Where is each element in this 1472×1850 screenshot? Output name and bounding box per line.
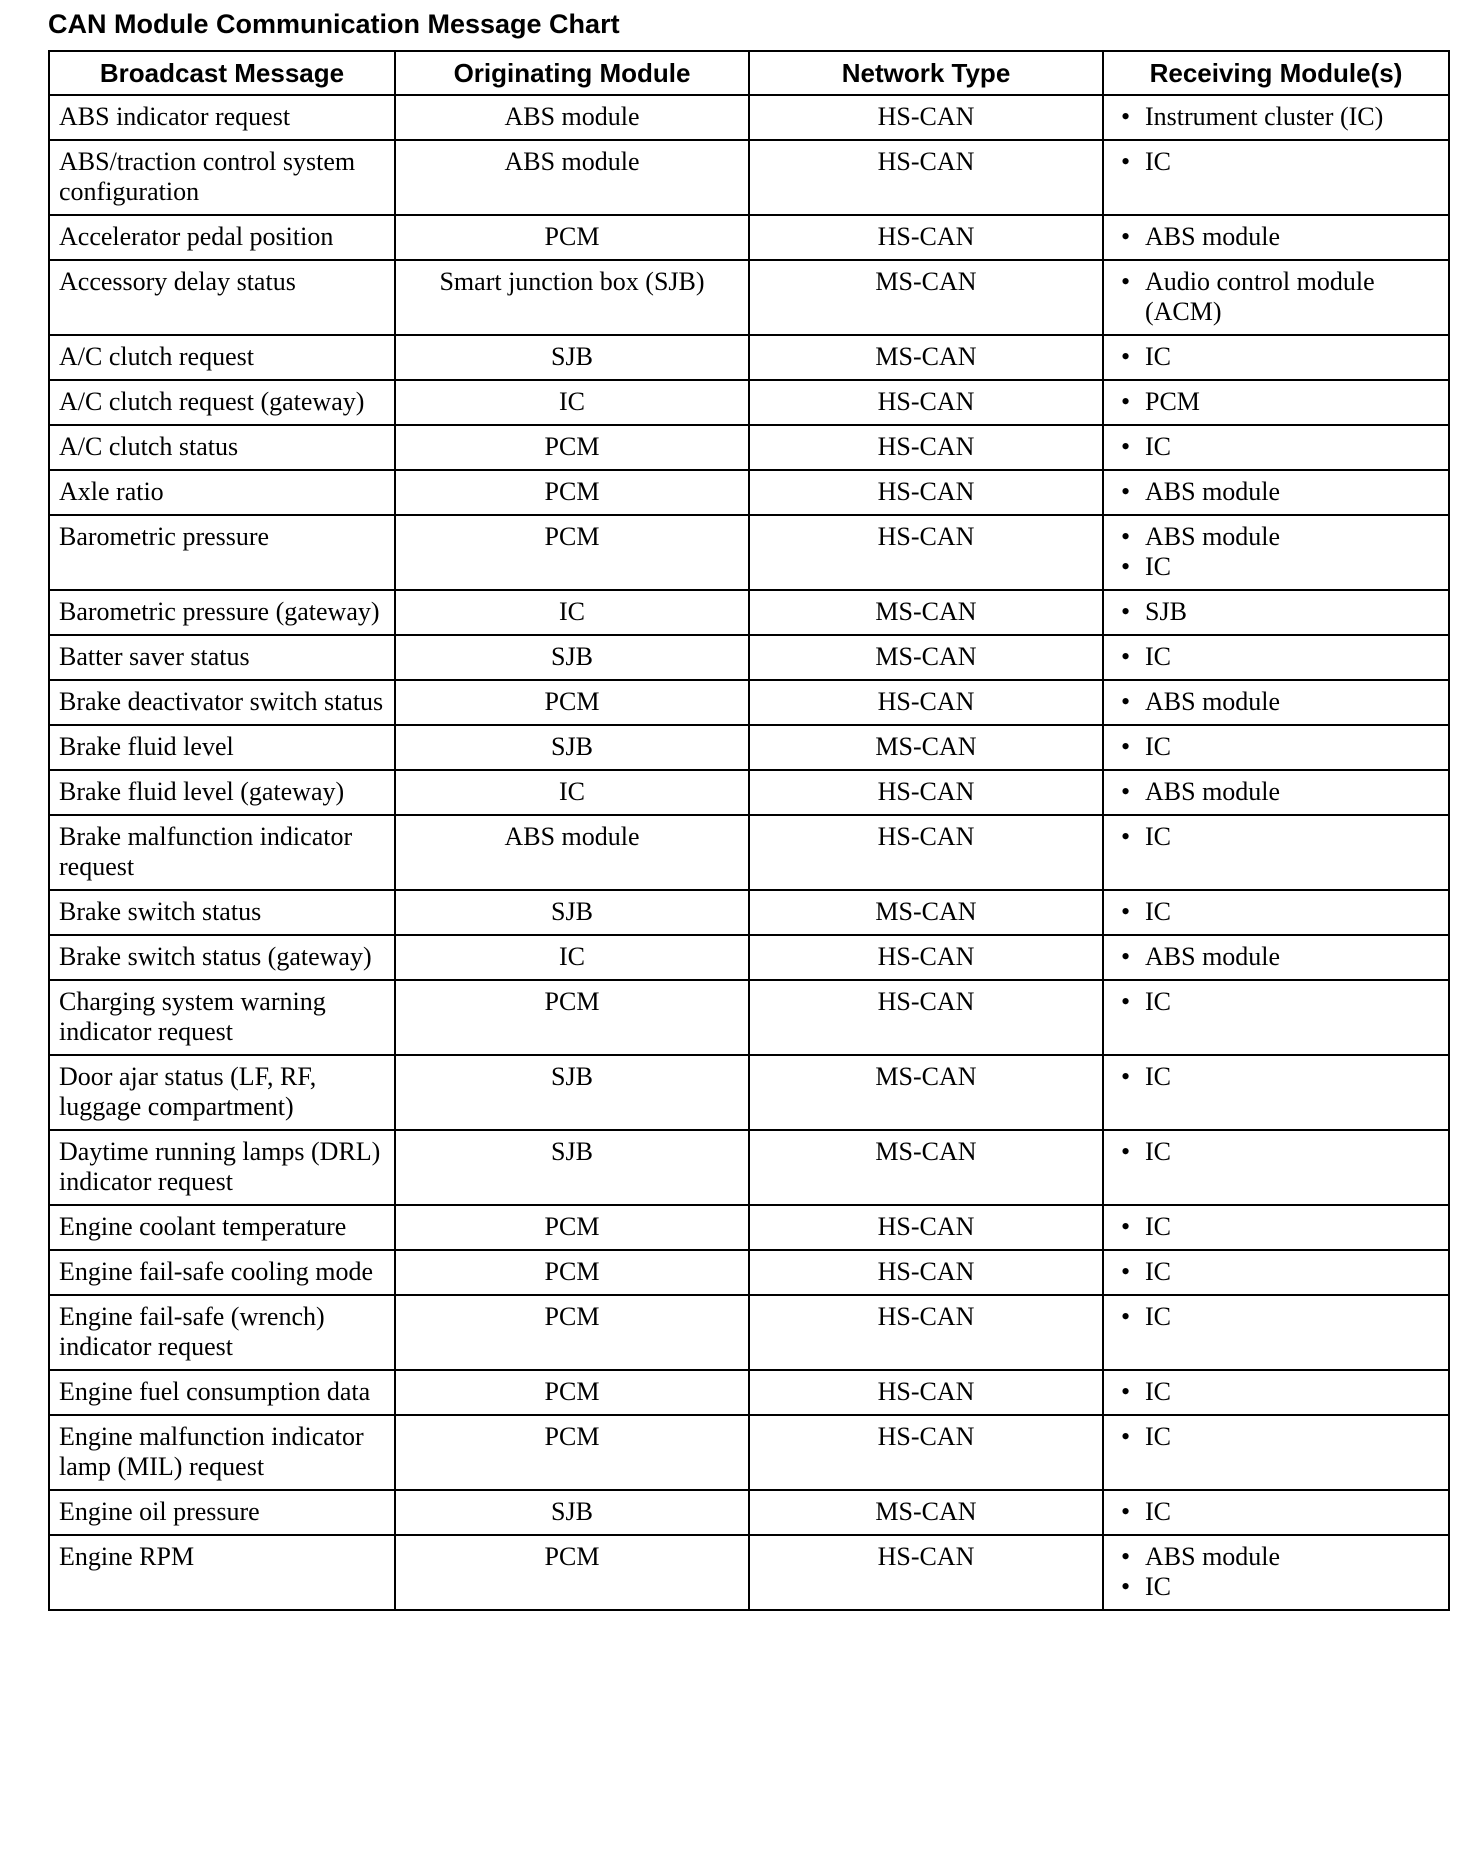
table-row bbox=[49, 425, 1449, 470]
column-header-broadcast-message: Broadcast Message bbox=[49, 51, 395, 95]
bullet-icon: • bbox=[1121, 1137, 1131, 1166]
receiving-modules-cell bbox=[1103, 980, 1449, 1055]
originating-module-cell: ABS module bbox=[395, 140, 749, 215]
broadcast-message-cell: A/C clutch request (gateway) bbox=[49, 380, 395, 425]
network-type-cell: HS-CAN bbox=[749, 770, 1103, 815]
receiving-module-item bbox=[1113, 1377, 1439, 1407]
receiving-modules-list bbox=[1113, 687, 1439, 717]
document-page bbox=[48, 6, 1448, 1611]
receiving-module-label: PCM bbox=[1145, 387, 1200, 416]
bullet-icon: • bbox=[1121, 1377, 1131, 1406]
originating-module-cell: IC bbox=[395, 935, 749, 980]
receiving-module-item bbox=[1113, 777, 1439, 807]
originating-module-cell: PCM bbox=[395, 1535, 749, 1610]
receiving-module-label: ABS module bbox=[1145, 942, 1281, 971]
can-message-table bbox=[48, 50, 1450, 1611]
table-row bbox=[49, 725, 1449, 770]
receiving-modules-list bbox=[1113, 387, 1439, 417]
receiving-modules-cell bbox=[1103, 1205, 1449, 1250]
receiving-modules-list bbox=[1113, 147, 1439, 177]
receiving-module-label: Audio control module (ACM) bbox=[1145, 267, 1375, 326]
receiving-module-item bbox=[1113, 387, 1439, 417]
bullet-icon: • bbox=[1121, 642, 1131, 671]
broadcast-message-cell: Daytime running lamps (DRL) indicator request bbox=[49, 1130, 395, 1205]
table-row bbox=[49, 1535, 1449, 1610]
receiving-module-item bbox=[1113, 1062, 1439, 1092]
receiving-modules-list bbox=[1113, 822, 1439, 852]
broadcast-message-cell: A/C clutch status bbox=[49, 425, 395, 470]
bullet-icon: • bbox=[1121, 897, 1131, 926]
receiving-modules-cell bbox=[1103, 140, 1449, 215]
broadcast-message-cell: Barometric pressure bbox=[49, 515, 395, 590]
receiving-module-label: IC bbox=[1145, 897, 1171, 926]
broadcast-message-cell: Engine malfunction indicator lamp (MIL) request bbox=[49, 1415, 395, 1490]
receiving-modules-cell bbox=[1103, 590, 1449, 635]
receiving-module-label: IC bbox=[1145, 342, 1171, 371]
receiving-modules-cell bbox=[1103, 1535, 1449, 1610]
receiving-module-label: IC bbox=[1145, 1137, 1171, 1166]
receiving-module-item bbox=[1113, 1422, 1439, 1452]
receiving-modules-cell bbox=[1103, 635, 1449, 680]
receiving-module-item bbox=[1113, 522, 1439, 552]
receiving-module-item bbox=[1113, 432, 1439, 462]
receiving-module-item bbox=[1113, 1542, 1439, 1572]
receiving-module-item bbox=[1113, 1212, 1439, 1242]
receiving-module-label: Instrument cluster (IC) bbox=[1145, 102, 1384, 131]
bullet-icon: • bbox=[1121, 477, 1131, 506]
network-type-cell: HS-CAN bbox=[749, 215, 1103, 260]
receiving-modules-cell bbox=[1103, 680, 1449, 725]
bullet-icon: • bbox=[1121, 1062, 1131, 1091]
originating-module-cell: SJB bbox=[395, 335, 749, 380]
receiving-modules-cell bbox=[1103, 260, 1449, 335]
receiving-modules-cell bbox=[1103, 1130, 1449, 1205]
network-type-cell: HS-CAN bbox=[749, 1250, 1103, 1295]
receiving-modules-cell bbox=[1103, 890, 1449, 935]
broadcast-message-cell: Engine RPM bbox=[49, 1535, 395, 1610]
receiving-module-item bbox=[1113, 822, 1439, 852]
receiving-modules-list bbox=[1113, 222, 1439, 252]
broadcast-message-cell: ABS indicator request bbox=[49, 95, 395, 140]
receiving-module-item bbox=[1113, 222, 1439, 252]
receiving-modules-list bbox=[1113, 987, 1439, 1017]
bullet-icon: • bbox=[1121, 387, 1131, 416]
broadcast-message-cell: Door ajar status (LF, RF, luggage compartment) bbox=[49, 1055, 395, 1130]
receiving-module-label: IC bbox=[1145, 552, 1171, 581]
receiving-modules-list bbox=[1113, 1137, 1439, 1167]
network-type-cell: HS-CAN bbox=[749, 935, 1103, 980]
receiving-modules-list bbox=[1113, 477, 1439, 507]
table-row bbox=[49, 1295, 1449, 1370]
broadcast-message-cell: Brake fluid level (gateway) bbox=[49, 770, 395, 815]
broadcast-message-cell: Barometric pressure (gateway) bbox=[49, 590, 395, 635]
network-type-cell: MS-CAN bbox=[749, 635, 1103, 680]
receiving-module-item bbox=[1113, 732, 1439, 762]
receiving-modules-cell bbox=[1103, 815, 1449, 890]
originating-module-cell: PCM bbox=[395, 425, 749, 470]
table-row bbox=[49, 140, 1449, 215]
bullet-icon: • bbox=[1121, 267, 1131, 296]
receiving-modules-list bbox=[1113, 777, 1439, 807]
table-row bbox=[49, 380, 1449, 425]
table-header bbox=[49, 51, 1449, 95]
table-row bbox=[49, 590, 1449, 635]
originating-module-cell: IC bbox=[395, 590, 749, 635]
receiving-module-label: ABS module bbox=[1145, 777, 1281, 806]
receiving-module-label: IC bbox=[1145, 432, 1171, 461]
receiving-module-label: IC bbox=[1145, 1377, 1171, 1406]
broadcast-message-cell: Accessory delay status bbox=[49, 260, 395, 335]
column-header-receiving-modules: Receiving Module(s) bbox=[1103, 51, 1449, 95]
network-type-cell: HS-CAN bbox=[749, 1205, 1103, 1250]
table-row bbox=[49, 335, 1449, 380]
receiving-module-item bbox=[1113, 597, 1439, 627]
originating-module-cell: Smart junction box (SJB) bbox=[395, 260, 749, 335]
bullet-icon: • bbox=[1121, 1572, 1131, 1601]
broadcast-message-cell: Engine coolant temperature bbox=[49, 1205, 395, 1250]
network-type-cell: MS-CAN bbox=[749, 1130, 1103, 1205]
broadcast-message-cell: Brake switch status (gateway) bbox=[49, 935, 395, 980]
originating-module-cell: PCM bbox=[395, 680, 749, 725]
receiving-modules-cell bbox=[1103, 1490, 1449, 1535]
receiving-module-item bbox=[1113, 642, 1439, 672]
network-type-cell: HS-CAN bbox=[749, 1415, 1103, 1490]
receiving-module-item bbox=[1113, 342, 1439, 372]
receiving-module-label: IC bbox=[1145, 1422, 1171, 1451]
table-body bbox=[49, 95, 1449, 1610]
broadcast-message-cell: ABS/traction control system configuration bbox=[49, 140, 395, 215]
receiving-modules-list bbox=[1113, 267, 1439, 327]
bullet-icon: • bbox=[1121, 222, 1131, 251]
network-type-cell: MS-CAN bbox=[749, 1055, 1103, 1130]
receiving-modules-list bbox=[1113, 897, 1439, 927]
table-row bbox=[49, 980, 1449, 1055]
receiving-modules-cell bbox=[1103, 380, 1449, 425]
bullet-icon: • bbox=[1121, 1497, 1131, 1526]
receiving-modules-cell bbox=[1103, 215, 1449, 260]
receiving-module-item bbox=[1113, 942, 1439, 972]
receiving-module-item bbox=[1113, 897, 1439, 927]
bullet-icon: • bbox=[1121, 732, 1131, 761]
receiving-modules-cell bbox=[1103, 1415, 1449, 1490]
receiving-module-label: SJB bbox=[1145, 597, 1187, 626]
bullet-icon: • bbox=[1121, 987, 1131, 1016]
table-row bbox=[49, 935, 1449, 980]
receiving-module-item bbox=[1113, 1257, 1439, 1287]
originating-module-cell: SJB bbox=[395, 1490, 749, 1535]
network-type-cell: HS-CAN bbox=[749, 980, 1103, 1055]
column-header-network-type: Network Type bbox=[749, 51, 1103, 95]
table-row bbox=[49, 635, 1449, 680]
receiving-module-label: ABS module bbox=[1145, 477, 1281, 506]
broadcast-message-cell: Brake deactivator switch status bbox=[49, 680, 395, 725]
bullet-icon: • bbox=[1121, 342, 1131, 371]
receiving-modules-list bbox=[1113, 1542, 1439, 1602]
originating-module-cell: ABS module bbox=[395, 815, 749, 890]
receiving-module-label: ABS module bbox=[1145, 687, 1281, 716]
bullet-icon: • bbox=[1121, 777, 1131, 806]
originating-module-cell: PCM bbox=[395, 470, 749, 515]
network-type-cell: MS-CAN bbox=[749, 1490, 1103, 1535]
bullet-icon: • bbox=[1121, 822, 1131, 851]
originating-module-cell: IC bbox=[395, 380, 749, 425]
originating-module-cell: PCM bbox=[395, 980, 749, 1055]
table-row bbox=[49, 1130, 1449, 1205]
bullet-icon: • bbox=[1121, 147, 1131, 176]
receiving-modules-cell bbox=[1103, 770, 1449, 815]
bullet-icon: • bbox=[1121, 687, 1131, 716]
receiving-modules-list bbox=[1113, 732, 1439, 762]
receiving-module-label: IC bbox=[1145, 987, 1171, 1016]
column-header-originating-module: Originating Module bbox=[395, 51, 749, 95]
network-type-cell: HS-CAN bbox=[749, 815, 1103, 890]
receiving-module-item bbox=[1113, 102, 1439, 132]
bullet-icon: • bbox=[1121, 597, 1131, 626]
receiving-module-label: ABS module bbox=[1145, 522, 1281, 551]
broadcast-message-cell: Engine fail-safe cooling mode bbox=[49, 1250, 395, 1295]
network-type-cell: HS-CAN bbox=[749, 1295, 1103, 1370]
bullet-icon: • bbox=[1121, 1542, 1131, 1571]
receiving-modules-list bbox=[1113, 342, 1439, 372]
receiving-module-label: IC bbox=[1145, 1302, 1171, 1331]
table-row bbox=[49, 1055, 1449, 1130]
table-row bbox=[49, 815, 1449, 890]
originating-module-cell: IC bbox=[395, 770, 749, 815]
network-type-cell: HS-CAN bbox=[749, 140, 1103, 215]
bullet-icon: • bbox=[1121, 552, 1131, 581]
network-type-cell: MS-CAN bbox=[749, 260, 1103, 335]
receiving-module-item bbox=[1113, 477, 1439, 507]
receiving-modules-list bbox=[1113, 1302, 1439, 1332]
originating-module-cell: SJB bbox=[395, 1055, 749, 1130]
receiving-modules-cell bbox=[1103, 1370, 1449, 1415]
originating-module-cell: SJB bbox=[395, 725, 749, 770]
receiving-module-label: ABS module bbox=[1145, 222, 1281, 251]
receiving-module-label: IC bbox=[1145, 1572, 1171, 1601]
receiving-module-label: IC bbox=[1145, 147, 1171, 176]
table-row bbox=[49, 260, 1449, 335]
receiving-module-label: IC bbox=[1145, 1257, 1171, 1286]
receiving-module-item bbox=[1113, 552, 1439, 582]
table-row bbox=[49, 1490, 1449, 1535]
receiving-module-label: IC bbox=[1145, 1212, 1171, 1241]
broadcast-message-cell: Axle ratio bbox=[49, 470, 395, 515]
broadcast-message-cell: Accelerator pedal position bbox=[49, 215, 395, 260]
network-type-cell: HS-CAN bbox=[749, 95, 1103, 140]
originating-module-cell: SJB bbox=[395, 635, 749, 680]
network-type-cell: MS-CAN bbox=[749, 890, 1103, 935]
bullet-icon: • bbox=[1121, 1212, 1131, 1241]
broadcast-message-cell: Brake malfunction indicator request bbox=[49, 815, 395, 890]
receiving-modules-list bbox=[1113, 432, 1439, 462]
broadcast-message-cell: Engine fail-safe (wrench) indicator request bbox=[49, 1295, 395, 1370]
receiving-modules-list bbox=[1113, 597, 1439, 627]
broadcast-message-cell: A/C clutch request bbox=[49, 335, 395, 380]
receiving-modules-cell bbox=[1103, 425, 1449, 470]
receiving-module-item bbox=[1113, 1572, 1439, 1602]
network-type-cell: MS-CAN bbox=[749, 590, 1103, 635]
receiving-modules-cell bbox=[1103, 935, 1449, 980]
broadcast-message-cell: Engine fuel consumption data bbox=[49, 1370, 395, 1415]
table-row bbox=[49, 515, 1449, 590]
network-type-cell: HS-CAN bbox=[749, 380, 1103, 425]
bullet-icon: • bbox=[1121, 522, 1131, 551]
receiving-modules-list bbox=[1113, 942, 1439, 972]
receiving-module-item bbox=[1113, 987, 1439, 1017]
bullet-icon: • bbox=[1121, 432, 1131, 461]
receiving-modules-list bbox=[1113, 642, 1439, 672]
network-type-cell: HS-CAN bbox=[749, 425, 1103, 470]
receiving-modules-cell bbox=[1103, 1295, 1449, 1370]
network-type-cell: MS-CAN bbox=[749, 725, 1103, 770]
receiving-modules-cell bbox=[1103, 95, 1449, 140]
receiving-module-item bbox=[1113, 1302, 1439, 1332]
receiving-modules-cell bbox=[1103, 470, 1449, 515]
network-type-cell: HS-CAN bbox=[749, 470, 1103, 515]
originating-module-cell: PCM bbox=[395, 1415, 749, 1490]
receiving-modules-cell bbox=[1103, 515, 1449, 590]
table-row bbox=[49, 680, 1449, 725]
network-type-cell: MS-CAN bbox=[749, 335, 1103, 380]
bullet-icon: • bbox=[1121, 102, 1131, 131]
originating-module-cell: PCM bbox=[395, 1250, 749, 1295]
receiving-module-label: ABS module bbox=[1145, 1542, 1281, 1571]
receiving-modules-list bbox=[1113, 1422, 1439, 1452]
broadcast-message-cell: Engine oil pressure bbox=[49, 1490, 395, 1535]
table-row bbox=[49, 215, 1449, 260]
table-row bbox=[49, 1370, 1449, 1415]
receiving-modules-cell bbox=[1103, 725, 1449, 770]
originating-module-cell: PCM bbox=[395, 1205, 749, 1250]
receiving-modules-list bbox=[1113, 522, 1439, 582]
receiving-modules-list bbox=[1113, 102, 1439, 132]
page-title: CAN Module Communication Message Chart bbox=[48, 9, 620, 39]
bullet-icon: • bbox=[1121, 1302, 1131, 1331]
header-row bbox=[49, 51, 1449, 95]
table-row bbox=[49, 95, 1449, 140]
receiving-module-label: IC bbox=[1145, 1062, 1171, 1091]
broadcast-message-cell: Brake switch status bbox=[49, 890, 395, 935]
table-row bbox=[49, 1205, 1449, 1250]
network-type-cell: HS-CAN bbox=[749, 1370, 1103, 1415]
receiving-modules-cell bbox=[1103, 1250, 1449, 1295]
receiving-module-label: IC bbox=[1145, 732, 1171, 761]
network-type-cell: HS-CAN bbox=[749, 680, 1103, 725]
bullet-icon: • bbox=[1121, 942, 1131, 971]
receiving-module-item bbox=[1113, 267, 1439, 327]
bullet-icon: • bbox=[1121, 1422, 1131, 1451]
broadcast-message-cell: Charging system warning indicator request bbox=[49, 980, 395, 1055]
receiving-modules-list bbox=[1113, 1062, 1439, 1092]
receiving-modules-list bbox=[1113, 1212, 1439, 1242]
receiving-module-label: IC bbox=[1145, 642, 1171, 671]
originating-module-cell: PCM bbox=[395, 215, 749, 260]
bullet-icon: • bbox=[1121, 1257, 1131, 1286]
broadcast-message-cell: Batter saver status bbox=[49, 635, 395, 680]
receiving-module-item bbox=[1113, 147, 1439, 177]
originating-module-cell: ABS module bbox=[395, 95, 749, 140]
originating-module-cell: SJB bbox=[395, 1130, 749, 1205]
receiving-module-label: IC bbox=[1145, 822, 1171, 851]
receiving-module-item bbox=[1113, 687, 1439, 717]
originating-module-cell: PCM bbox=[395, 1295, 749, 1370]
table-row bbox=[49, 1415, 1449, 1490]
table-row bbox=[49, 890, 1449, 935]
receiving-modules-cell bbox=[1103, 335, 1449, 380]
receiving-module-item bbox=[1113, 1497, 1439, 1527]
network-type-cell: HS-CAN bbox=[749, 1535, 1103, 1610]
network-type-cell: HS-CAN bbox=[749, 515, 1103, 590]
receiving-modules-list bbox=[1113, 1497, 1439, 1527]
broadcast-message-cell: Brake fluid level bbox=[49, 725, 395, 770]
receiving-module-item bbox=[1113, 1137, 1439, 1167]
receiving-module-label: IC bbox=[1145, 1497, 1171, 1526]
table-row bbox=[49, 470, 1449, 515]
receiving-modules-cell bbox=[1103, 1055, 1449, 1130]
originating-module-cell: PCM bbox=[395, 1370, 749, 1415]
receiving-modules-list bbox=[1113, 1377, 1439, 1407]
originating-module-cell: SJB bbox=[395, 890, 749, 935]
table-row bbox=[49, 770, 1449, 815]
receiving-modules-list bbox=[1113, 1257, 1439, 1287]
table-row bbox=[49, 1250, 1449, 1295]
originating-module-cell: PCM bbox=[395, 515, 749, 590]
